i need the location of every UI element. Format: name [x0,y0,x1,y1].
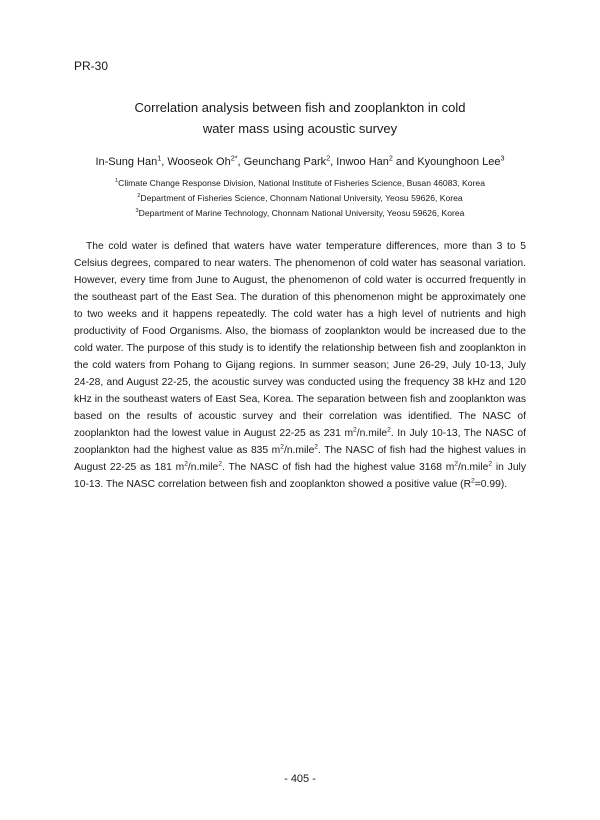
abstract-segment: . The NASC of fish had the highest values in August 22-25 as 181 m [74,445,526,473]
abstract-segment: in July 10-13. The NASC correlation between fish and zooplankton showed a positive value (R [74,462,526,490]
superscript: 2 [218,460,222,468]
affiliation-sup: 2 [137,193,141,200]
abstract-text [74,238,526,493]
author-name: In-Sung Han [95,156,158,168]
superscript: 2 [353,426,357,434]
affiliation-text: Department of Marine Technology, Chonnam National University, Yeosu 59626, Korea [138,208,465,218]
superscript: 2 [280,443,284,451]
author-sup: 2 [388,154,393,163]
affiliation-sup: 1 [115,178,119,185]
author-name: Inwoo Han [336,156,389,168]
title-line-1: Correlation analysis between fish and zooplankton in cold [134,100,466,115]
author-sup: 1 [157,154,162,163]
affiliation-text: Department of Fisheries Science, Chonnam National University, Yeosu 59626, Korea [140,193,463,203]
abstract-segment: /n.mile [187,462,219,473]
affiliation [0,191,600,206]
author-sup: 3 [500,154,505,163]
affiliation-sup: 3 [135,208,139,215]
superscript: 2 [471,477,475,485]
page-number: - 405 - [284,773,316,785]
title-line-2: water mass using acoustic survey [202,121,398,136]
abstract-segment: /n.mile [283,445,315,456]
superscript: 2 [488,460,493,468]
abstract-segment: . The NASC of fish had the highest value 3168 m [221,462,455,473]
superscript: 2 [184,460,188,468]
abstract-segment: /n.mile [458,462,489,473]
paper-code: PR-30 [74,59,109,73]
superscript: 2 [387,426,391,434]
author-name: Wooseok Oh [167,156,231,168]
affiliation-text: Climate Change Response Division, National Institute of Fisheries Science, Busan 46083, Korea [118,178,485,188]
author-sup: 2 [326,154,331,163]
abstract-segment: . In July 10-13, The NASC of zooplankton had the highest value as 835 m [74,428,526,456]
author-name: Kyounghoon Lee [417,156,501,168]
author-sup: 2* [230,154,238,163]
abstract-segment: =0.99). [474,479,508,490]
abstract-segment: The cold water is defined that waters have water temperature differences, more than 3 to 5 Celsius degrees, compared to near waters. The phenomenon of cold water has seasonal variation. However, every time from June to August, the phenomenon of cold water is occurred frequently in the southeast part of the East Sea. The duration of this phenomenon might be approximately one to two weeks and it happens repeatedly. The cold water has a high level of nutrients and high productivity of Food Organisms. Also, the biomass of zooplankton would be increased due to the cold water. The purpose of this study is to identify the relationship between fish and zooplankton in the cold waters from Pohang to Gijang regions. In summer season; June 26-29, July 10-13, July 24-28, and August 22-25, the acoustic survey was conducted using the frequency 38 kHz and 120 kHz in the southeast waters of East Sea, Korea. The separation between fish and zooplankton was based on the results of acoustic survey and their correlation was identified. The NASC of zooplankton had the lowest value in August 22-25 as 231 m [74,241,526,439]
affiliation-list [0,176,600,221]
paper-title [0,97,600,139]
abstract-segment: /n.mile [356,428,388,439]
author-name: Geunchang Park [243,156,327,168]
author-list: In-Sung Han$^1$, Wooseok $Oh^{2*}$, Geunchang Park$^2$, Inwoo Han$^2$ and Kyounghoon Lee$^3$ [95,154,505,168]
superscript: 2 [314,443,319,451]
affiliation [0,176,600,191]
superscript: 2 [454,460,459,468]
affiliation [0,206,600,221]
